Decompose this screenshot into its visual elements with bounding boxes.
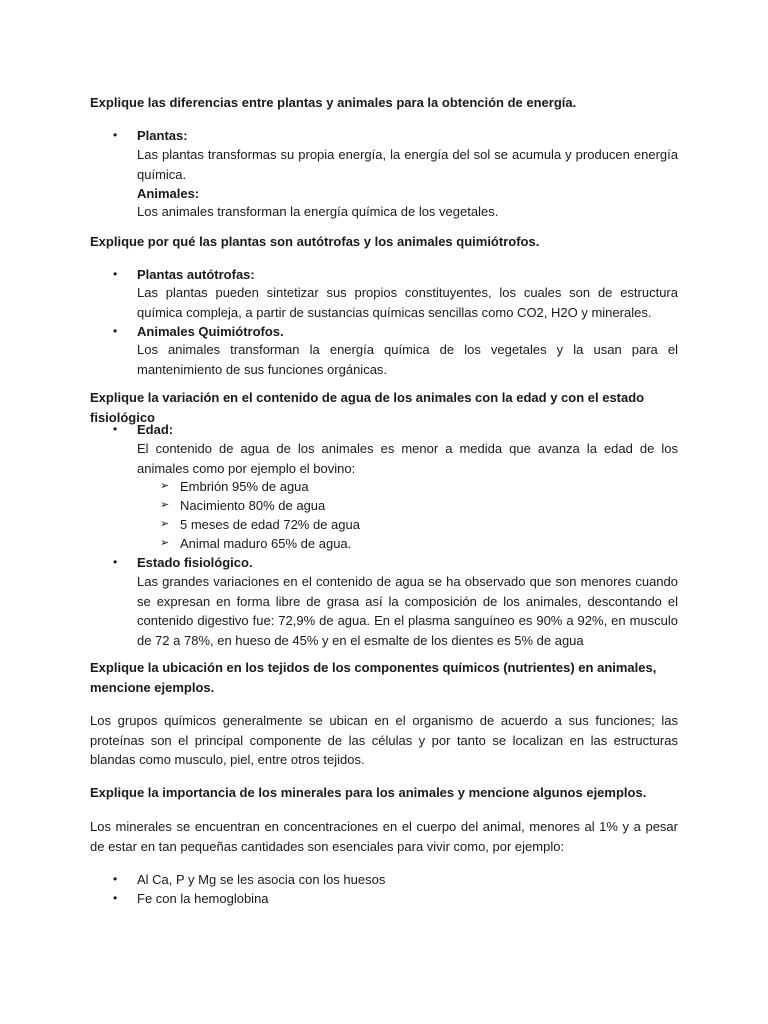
question-5-heading: Explique la importancia de los minerales para los animales y mencione algunos ejemplos. xyxy=(90,785,647,800)
bullet-icon: • xyxy=(113,872,118,886)
animales-quimiotrofos-label: Animales Quimiótrofos. xyxy=(137,324,284,339)
list-item: Al Ca, P y Mg se les asocia con los huesos xyxy=(137,872,386,887)
estado-fisiologico-text: Las grandes variaciones en el contenido de agua se ha observado que son menores cuando se expresan en forma libre de grasa así la composición de los animales, descontando el contenido digestivo fue: 72,9% de agua. En el plasma sanguíneo es 90% a 92%, en musculo de 72 a 78%, en hueso de 45% y en el esmalte de los dientes es 5% de agua xyxy=(137,574,678,648)
question-3-heading: Explique la variación en el contenido de agua de los animales con la edad y con el estado fisiológico xyxy=(90,390,645,425)
list-item: Animal maduro 65% de agua. xyxy=(180,536,352,551)
list-item: Fe con la hemoglobina xyxy=(137,891,269,906)
arrow-bullet-icon: ➢ xyxy=(160,499,170,511)
animales-text: Los animales transforman la energía química de los vegetales. xyxy=(137,204,499,219)
plantas-autotrofas-label: Plantas autótrofas: xyxy=(137,267,255,282)
plantas-text: Las plantas transformas su propia energía, la energía del sol se acumula y producen energía química. xyxy=(137,147,678,182)
list-item: Nacimiento 80% de agua xyxy=(180,498,326,513)
plantas-autotrofas-text: Las plantas pueden sintetizar sus propios constituyentes, los cuales son de estructura química compleja, a partir de sustancias químicas sencillas como CO2, H2O y minerales. xyxy=(137,285,678,320)
animales-quimiotrofos-text: Los animales transforman la energía química de los vegetales y la usan para el mantenimiento de sus funciones orgánicas. xyxy=(137,342,678,377)
question-4-heading: Explique la ubicación en los tejidos de los componentes químicos (nutrientes) en animales, mencione ejemplos. xyxy=(90,660,657,695)
edad-label: Edad: xyxy=(137,422,174,437)
list-item: Embrión 95% de agua xyxy=(180,479,309,494)
list-item: 5 meses de edad 72% de agua xyxy=(180,517,360,532)
arrow-bullet-icon: ➢ xyxy=(160,518,170,530)
bullet-icon: • xyxy=(113,128,118,142)
animales-label: Animales: xyxy=(137,186,200,201)
plantas-label: Plantas: xyxy=(137,128,188,143)
bullet-icon: • xyxy=(113,555,118,569)
bullet-icon: • xyxy=(113,267,118,281)
answer-5-text: Los minerales se encuentran en concentraciones en el cuerpo del animal, menores al 1% y a pesar de estar en tan pequeñas cantidades son esenciales para vivir como, por ejemplo: xyxy=(90,819,678,854)
bullet-icon: • xyxy=(113,891,118,905)
arrow-bullet-icon: ➢ xyxy=(160,537,170,549)
bullet-icon: • xyxy=(113,324,118,338)
bullet-icon: • xyxy=(113,422,118,436)
question-1-heading: Explique las diferencias entre plantas y animales para la obtención de energía. xyxy=(90,95,577,110)
arrow-bullet-icon: ➢ xyxy=(160,480,170,492)
question-2-heading: Explique por qué las plantas son autótrofas y los animales quimiótrofos. xyxy=(90,234,540,249)
answer-4-text: Los grupos químicos generalmente se ubican en el organismo de acuerdo a sus funciones; las proteínas son el principal componente de las células y por tanto se localizan en las estructuras blandas como musculo, piel, entre otros tejidos. xyxy=(90,713,678,767)
edad-text: El contenido de agua de los animales es menor a medida que avanza la edad de los animales como por ejemplo el bovino: xyxy=(137,441,678,476)
estado-fisiologico-label: Estado fisiológico. xyxy=(137,555,253,570)
